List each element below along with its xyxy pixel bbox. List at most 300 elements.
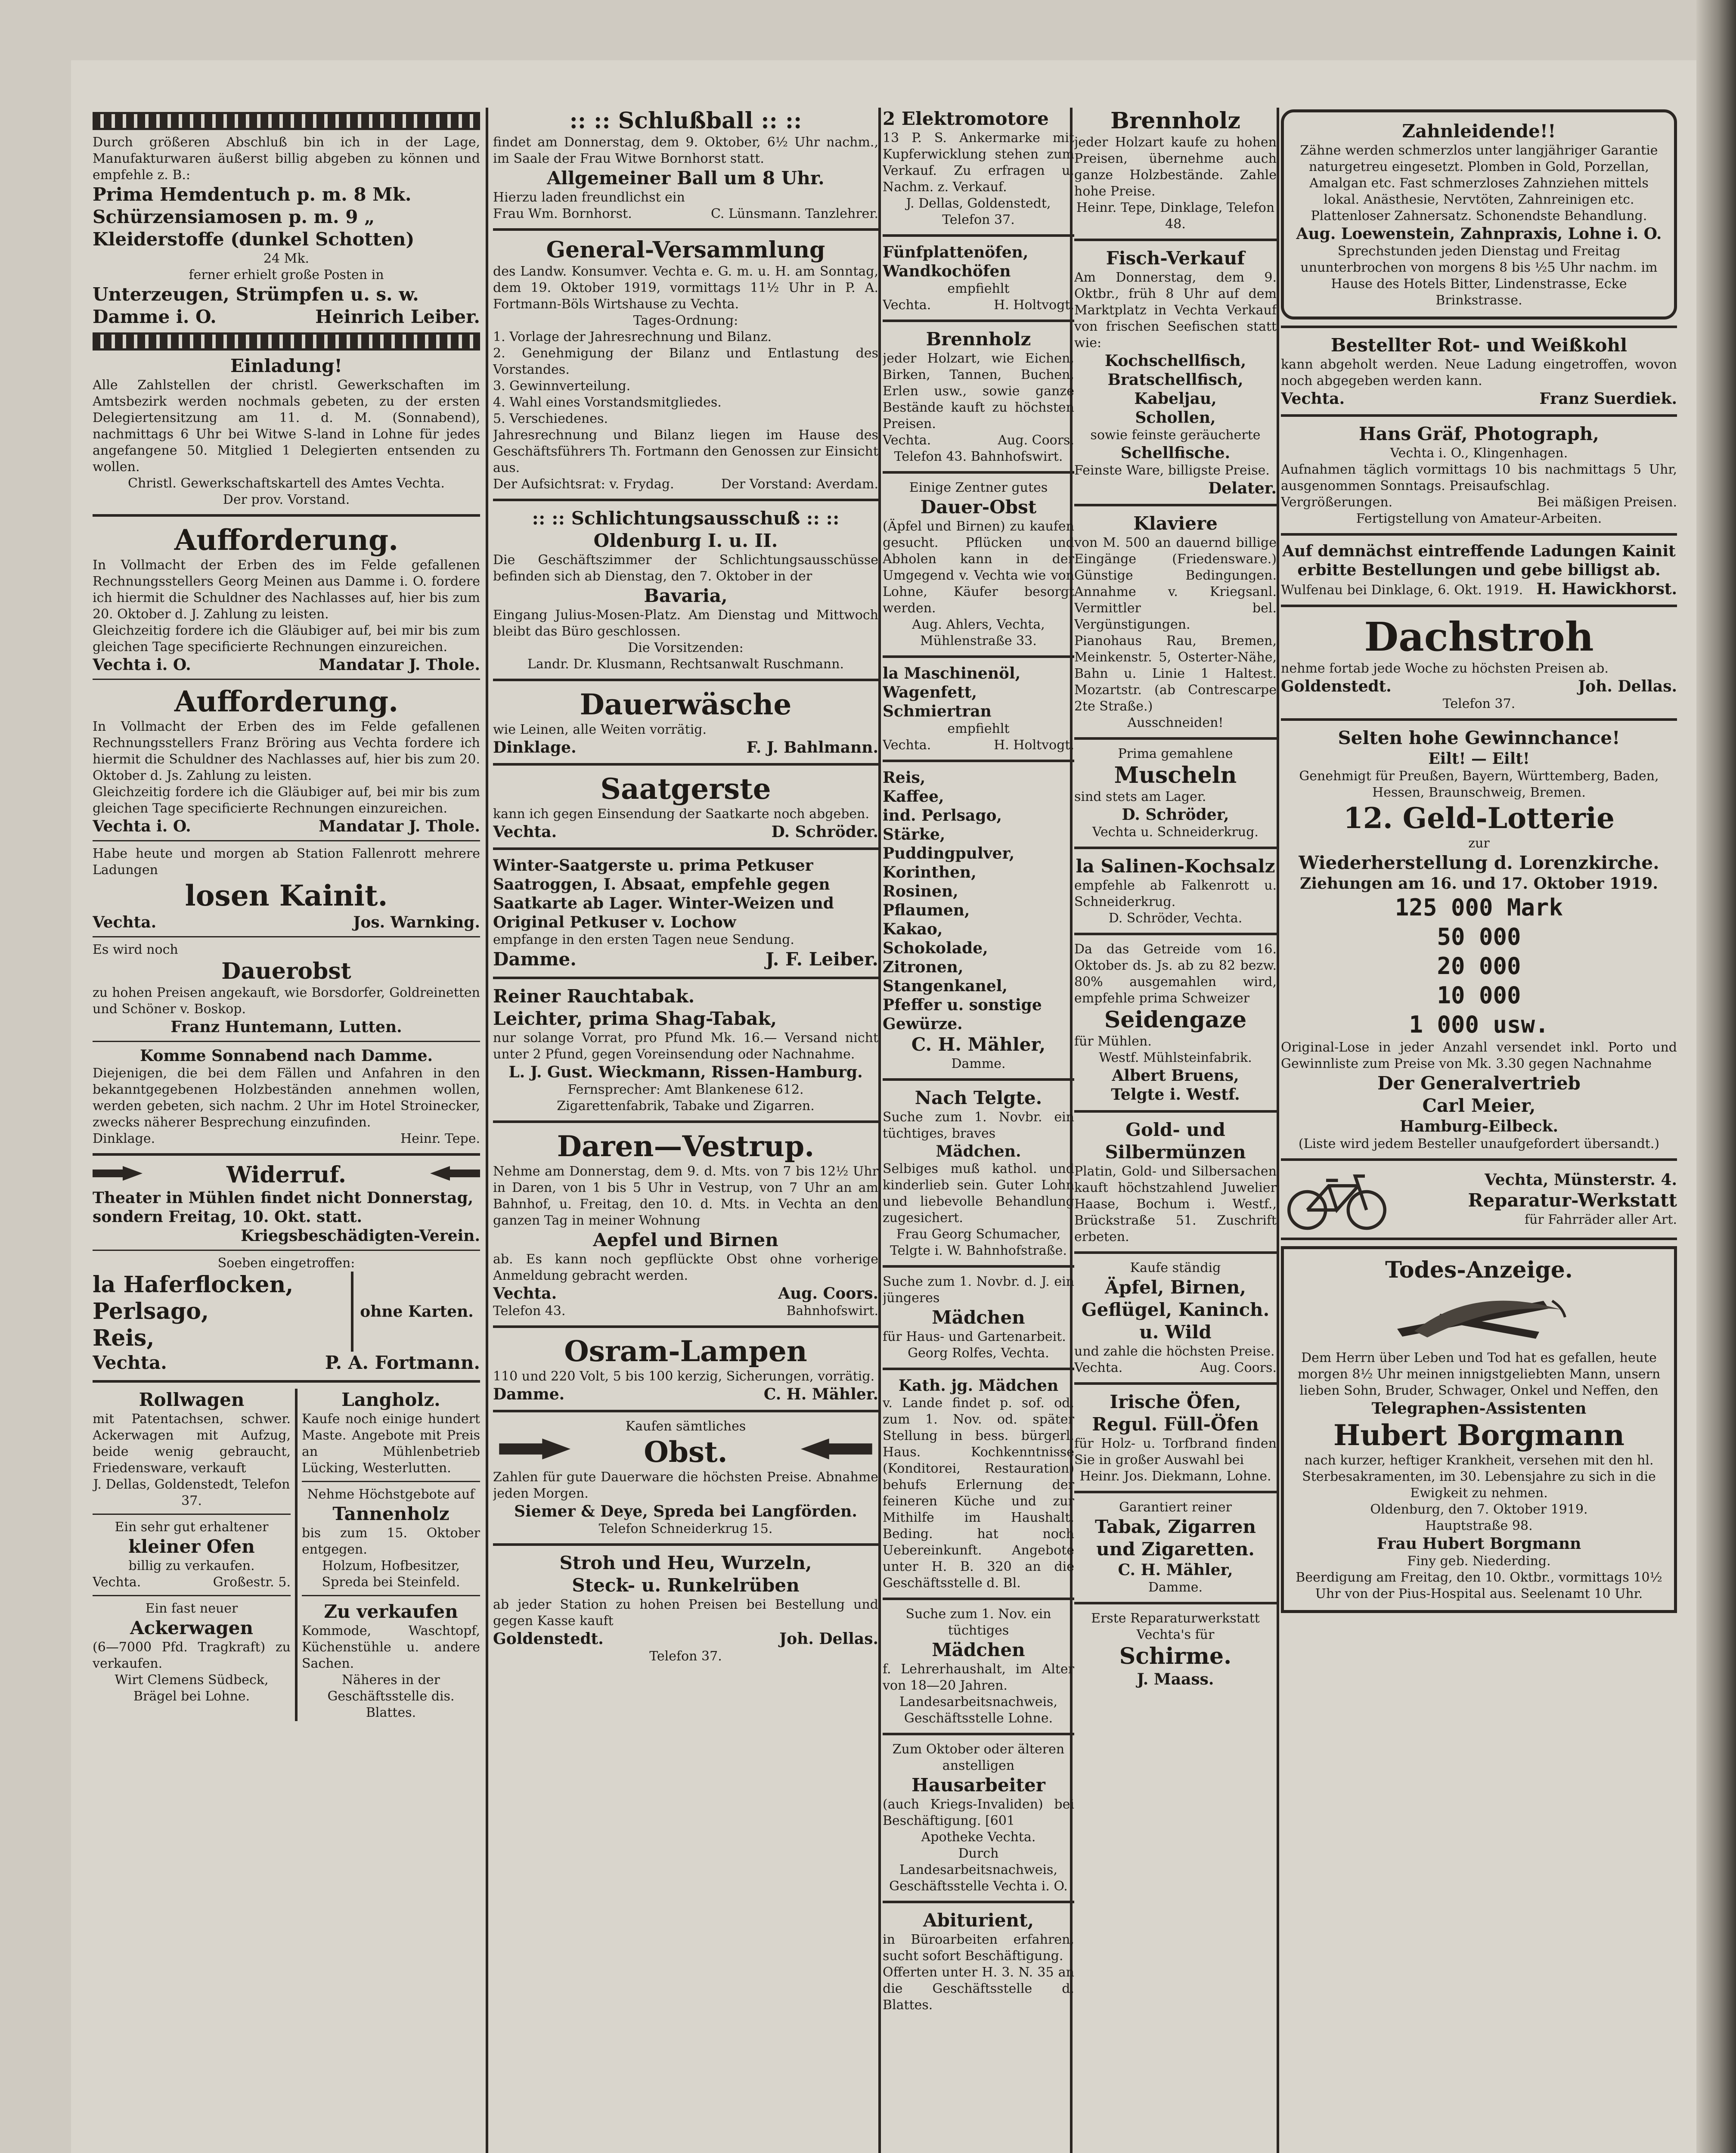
ad-separator	[93, 936, 480, 937]
ad-text: für Mühlen.	[1074, 1034, 1152, 1049]
product-item: Reis,	[883, 769, 926, 787]
ad-title: Widerruf.	[226, 1162, 346, 1188]
ad-headline: Wiederherstellung d. Lorenzkirche.	[1299, 852, 1659, 873]
ad-title: Dauer-Obst	[920, 496, 1037, 518]
ad-signature: J. Maass.	[1137, 1670, 1214, 1688]
ad-text: ab jeder Station zu hohen Preisen bei Bestellung und gegen Kasse kauft	[493, 1597, 878, 1629]
ad-text: (Äpfel und Birnen) zu kaufen gesucht. Pflücken und Abholen kann in der Umgegend v. Vechta wie von Lohne, Käufer besorgt werden.	[883, 519, 1074, 616]
ad-title: Steck- u. Runkelrüben	[572, 1575, 800, 1596]
ad-text: kann abgeholt werden. Neue Ladung eingetroffen, wovon noch abgegeben werden kann.	[1281, 357, 1677, 388]
ad-separator	[883, 1598, 1074, 1600]
ad-text: Zigarettenfabrik, Tabake und Zigarren.	[557, 1098, 815, 1114]
ad-elektromotore	[883, 108, 1074, 228]
ad-signature: Franz Huntemann, Lutten.	[170, 1018, 402, 1036]
ad-title: Hausarbeiter	[911, 1775, 1045, 1796]
ad-signature: Bahnhofswirt.	[786, 1303, 878, 1318]
ad-place: Goldenstedt.	[493, 1630, 604, 1648]
ad-abiturient	[883, 1909, 1074, 2013]
ad-saatgerste	[493, 772, 878, 841]
ad-text: sowie feinste geräucherte	[1090, 428, 1261, 443]
ad-separator	[883, 1078, 1074, 1081]
ad-signature: Großestr. 5.	[213, 1575, 291, 1590]
ad-signature: Joh. Dellas.	[779, 1630, 878, 1648]
ad-line: Perlsago,	[93, 1298, 209, 1325]
ad-place: Vechta i. O.	[93, 656, 191, 674]
ad-place: Vechta.	[1074, 1360, 1123, 1375]
ad-phone: Telefon Schneiderkrug 15.	[598, 1521, 773, 1536]
ad-headline: Eilt! — Eilt!	[1428, 750, 1530, 768]
ad-place: Vechta.	[493, 823, 557, 841]
ad-place: Vechta u. Schneiderkrug.	[1092, 825, 1259, 840]
ad-title: Aufforderung.	[174, 685, 399, 718]
ad-aepfel-gefluegel	[1074, 1260, 1277, 1376]
ad-place: Dinklage.	[93, 1131, 155, 1146]
ad-title: Rollwagen	[139, 1389, 245, 1410]
ad-ackerwagen	[93, 1601, 291, 1705]
agenda-item: 4. Wahl eines Vorstandsmitgliedes.	[493, 395, 722, 410]
product-item: Kaffee,	[883, 788, 944, 806]
ad-text: für Haus- und Gartenarbeit.	[883, 1329, 1066, 1344]
ad-text: Aufnahmen täglich vormittags 10 bis nachmittags 5 Uhr, ausgenommen Sonntags. Preisaufschlag.	[1281, 462, 1677, 493]
ad-title: Komme Sonnabend nach Damme.	[140, 1047, 433, 1065]
ad-text: wie Leinen, alle Weiten vorrätig.	[493, 722, 707, 737]
ad-text: Kommode, Waschtopf, Küchenstühle u. andere Sachen.	[302, 1623, 480, 1671]
ad-kolonialwaren-maehler	[883, 768, 1074, 1072]
ad-signature: Heinr. Jos. Diekmann, Lohne.	[1079, 1469, 1271, 1484]
ad-text: Habe heute und morgen ab Station Fallenrott mehrere Ladungen	[93, 846, 480, 878]
ad-title: Oldenburg I. u. II.	[593, 530, 778, 551]
ad-signature: Aug. Loewenstein, Zahnpraxis, Lohne i. O.	[1296, 225, 1662, 243]
ad-signature: Mandatar J. Thole.	[319, 817, 480, 835]
ad-separator	[883, 1733, 1074, 1735]
prize-amount: 20 000	[1437, 952, 1521, 980]
ad-signature: L. J. Gust. Wieckmann, Rissen-Hamburg.	[508, 1063, 863, 1081]
ad-title: Mädchen	[932, 1639, 1025, 1660]
ad-separator	[493, 499, 878, 501]
ad-signature: J. Dellas, Goldenstedt, Telefon 37.	[906, 196, 1051, 227]
ad-text: 110 und 220 Volt, 5 bis 100 kerzig, Sicherungen, vorrätig.	[493, 1369, 875, 1384]
ad-text: zur	[1468, 836, 1490, 851]
ad-salinen-kochsalz	[1074, 855, 1277, 927]
ad-separator	[493, 679, 878, 681]
ad-hausarbeiter	[883, 1741, 1074, 1895]
ad-separator	[1074, 933, 1277, 935]
ad-signature: Der Generalvertrieb	[1377, 1073, 1581, 1094]
ad-text: ab. Es kann noch gepflückte Obst ohne vorherige Anmeldung gebracht werden.	[493, 1252, 878, 1283]
ad-kainit-hawickhorst	[1281, 542, 1677, 599]
product-item: Korinthen,	[883, 863, 976, 881]
ad-text: Ein fast neuer	[145, 1601, 238, 1616]
ad-signature: J. F. Leiber.	[766, 949, 878, 970]
ad-separator	[93, 514, 480, 517]
ad-title: Seidengaze	[1104, 1007, 1247, 1033]
ad-title: Langholz.	[341, 1389, 440, 1410]
column-rule	[1277, 108, 1279, 2153]
ad-rot-weisskohl	[1281, 334, 1677, 408]
ad-leiber-manufaktur	[93, 108, 480, 355]
ad-place: Vechta.	[883, 298, 931, 313]
ad-title: Mädchen	[932, 1307, 1025, 1328]
ad-maschinenoel	[883, 664, 1074, 754]
ad-title: Nach Telgte.	[914, 1087, 1042, 1108]
ad-text: Ein sehr gut erhaltener	[115, 1520, 269, 1535]
ad-signature: C. Lünsmann. Tanzlehrer.	[710, 206, 878, 221]
ad-text: billig zu verkaufen.	[128, 1558, 255, 1573]
ad-text: f. Lehrerhaushalt, im Alter von 18—20 Jahren.	[883, 1662, 1074, 1693]
ad-signature: Der Aufsichtsrat: v. Frydag.	[493, 477, 674, 492]
pointing-hand-icon	[493, 1436, 579, 1462]
prize-amount: 10 000	[1437, 982, 1521, 1009]
ad-signature: Holzum, Hofbesitzer, Spreda bei Steinfeld.	[322, 1558, 460, 1590]
pointing-hand-icon	[93, 1164, 144, 1182]
ad-aufforderung-1	[93, 523, 480, 674]
ad-maedchen-lohne	[883, 1606, 1074, 1727]
ad-headline: Mädchen.	[936, 1142, 1021, 1160]
ad-text: v. Lande findet p. sof. od. zum 1. Nov. od. später Stellung in bess. bürgerl. Haus. Kochkenntnisse (Konditorei, Restauration) behufs Erlernung der feineren Küche und zur Mithilfe im Haushalt. Beding. hat noch Uebereinkunft. Angebote unter H. B. 320 an die Geschäftsstelle d. Bl.	[883, 1396, 1074, 1591]
ad-signature: Mandatar J. Thole.	[319, 656, 480, 674]
column-2	[493, 108, 878, 2153]
ad-signature: Landesarbeitsnachweis, Geschäftsstelle Lohne.	[899, 1694, 1057, 1726]
ad-title: Dauerwäsche	[580, 688, 792, 721]
ad-place: Damme.	[1148, 1580, 1203, 1595]
ad-klaviere	[1074, 512, 1277, 731]
ad-title: Daren—Vestrup.	[557, 1129, 815, 1163]
ad-line: Reis,	[93, 1325, 155, 1351]
ad-text: von M. 500 an dauernd billige Eingänge (Friedensware.) Günstige Bedingungen. Annahme v. Kriegsanl. Vermittler bel. Vergünstigungen.	[1074, 535, 1277, 632]
ad-signature: Wirt Clemens Südbeck, Brägel bei Lohne.	[115, 1672, 269, 1704]
ad-separator	[883, 1368, 1074, 1370]
ad-line: Prima Hemdentuch p. m. 8 Mk.	[93, 184, 412, 205]
ad-place: Hamburg-Eilbeck.	[1399, 1117, 1559, 1135]
ad-dauerwaesche	[493, 687, 878, 757]
ad-text: empfiehlt	[947, 721, 1010, 736]
ad-title: Obst.	[644, 1435, 728, 1469]
ad-text: sind stets am Lager.	[1074, 789, 1206, 804]
ad-text: Platin, Gold- und Silbersachen kauft höchstzahlend Juwelier Haase, Bochum i. Westf., Brückstraße 51. Zuschrift erbeten.	[1074, 1164, 1277, 1244]
ad-text: Feinste Ware, billigste Preise.	[1074, 463, 1270, 478]
ad-separator	[1074, 1382, 1277, 1385]
ad-separator	[883, 655, 1074, 658]
ad-signature: Carl Meier,	[1422, 1095, 1536, 1116]
ad-text: nur solange Vorrat, pro Pfund Mk. 16.— Versand nicht unter 2 Pfund, gegen Voreinsendung oder Nachnahme.	[493, 1030, 878, 1062]
ad-signature: Frau Georg Schumacher, Telgte i. W. Bahnhofstraße.	[890, 1227, 1067, 1258]
ad-text: jeder Holzart, wie Eichen, Birken, Tannen, Buchen, Erlen usw., sowie ganze Bestände kauft zu höchsten Preisen.	[883, 351, 1074, 431]
pointing-hand-icon	[428, 1164, 480, 1182]
column-rule	[878, 108, 881, 2153]
ad-separator	[1281, 326, 1677, 328]
ad-title: Dachstroh	[1364, 614, 1594, 660]
agenda-item: 5. Verschiedenes.	[493, 411, 608, 426]
ad-text: Original-Lose in jeder Anzahl versendet inkl. Porto und Gewinnliste zum Preise von Mk. 3.30 gegen Nachnahme	[1281, 1040, 1677, 1071]
ad-text: Nehme am Donnerstag, dem 9. d. Mts. von 7 bis 12½ Uhr in Daren, von 1 bis 5 Uhr in Vestrup, von 7 Uhr an am Bahnhof, u. Freitag, den 10. d. Mts. in Vechta an den ganzen Tag in meiner Wohnung	[493, 1164, 878, 1228]
ad-signature: Näheres in der Geschäftsstelle dis. Blattes.	[327, 1672, 455, 1720]
ad-separator	[493, 1325, 878, 1328]
ad-signature: Westf. Mühlsteinfabrik.	[1099, 1050, 1252, 1065]
ad-kath-maedchen	[883, 1376, 1074, 1591]
ad-separator	[93, 840, 480, 841]
ad-text: empfiehlt	[947, 281, 1010, 296]
ad-title: Einladung!	[230, 355, 342, 376]
ad-title: Muscheln	[1114, 762, 1237, 788]
ad-phone: Telefon 37.	[1442, 696, 1516, 711]
ad-separator	[93, 1250, 480, 1251]
ad-place: Wulfenau bei Dinklage, 6. Okt. 1919.	[1281, 583, 1523, 598]
ad-text: Fertigstellung von Amateur-Arbeiten.	[1356, 511, 1602, 526]
ad-title: Stroh und Heu, Wurzeln,	[559, 1552, 812, 1573]
ad-title: Selten hohe Gewinnchance!	[1338, 727, 1620, 748]
ad-place: Vechta.	[883, 738, 931, 753]
ad-phone: Telefon 43.	[493, 1303, 566, 1318]
ad-separator	[493, 763, 878, 766]
ad-separator	[1074, 1491, 1277, 1493]
ad-signature: Heinr. Tepe.	[400, 1131, 480, 1146]
ad-signature: C. H. Mähler,	[911, 1034, 1046, 1055]
product-item: Kakao,	[883, 920, 943, 938]
agenda-item: 3. Gewinnverteilung.	[493, 378, 631, 394]
ad-separator	[93, 679, 480, 680]
column-5	[1281, 108, 1677, 2153]
ad-place: Damme i. O.	[93, 306, 217, 327]
ad-text: Vechta i. O., Klingenhagen.	[1390, 446, 1568, 461]
ad-separator	[883, 471, 1074, 474]
ad-place: Hauptstraße 98.	[1425, 1518, 1533, 1533]
ad-text: (6—7000 Pfd. Tragkraft) zu verkaufen.	[93, 1640, 291, 1671]
ad-signature: Aug. Coors.	[998, 433, 1074, 448]
ad-dauer-obst	[883, 480, 1074, 649]
ad-signature: H. Holtvogt.	[994, 298, 1074, 313]
ad-text: Alle Zahlstellen der christl. Gewerkschaften im Amtsbezirk werden nochmals gebeten, zu der ersten Delegiertensitzung am 11. d. M. (Sonnabend), nachmittags 6 Uhr bei Witwe S-land in Lohne für jedes angefangene 50. Mitglied 1 Delegierten entsenden zu wollen.	[93, 378, 480, 475]
ad-text: mit Patentachsen, schwer. Ackerwagen mit Aufzug, beide wenig gebraucht, Friedensware, verkauft	[93, 1412, 291, 1476]
ad-gold-silbermuenzen	[1074, 1119, 1277, 1245]
product-item: Puddingpulver,	[883, 844, 1015, 862]
ad-text: Gleichzeitig fordere ich die Gläubiger auf, bei mir bis zum gleichen Tage specificierte Rechnungen einzureichen.	[93, 623, 480, 655]
ad-signature: Frau Wm. Bornhorst.	[493, 206, 632, 221]
product-item: Stangenkanel,	[883, 977, 1008, 995]
column-rule	[486, 108, 488, 2153]
ad-text: In Vollmacht der Erben des im Felde gefallenen Rechnungsstellers Georg Meinen aus Damme i. O. fordere ich hiermit die Schuldner des Nachlasses auf, hier bis zum 20. Oktober d. J. Zahlung zu leisten.	[93, 558, 480, 622]
product-item: Schokolade,	[883, 939, 988, 957]
ad-kainit	[93, 846, 480, 932]
ad-schlussball	[493, 108, 878, 222]
product-item: Rosinen,	[883, 882, 958, 900]
ad-title: Bestellter Rot- und Weißkohl	[1330, 335, 1628, 356]
ad-tannenholz	[302, 1486, 480, 1591]
ad-signature: Joh. Dellas.	[1578, 677, 1677, 695]
ad-fisch-verkauf	[1074, 247, 1277, 498]
ad-signature: Aug. Coors.	[1200, 1360, 1277, 1375]
ad-text: Da das Getreide vom 16. Oktober ds. Js. ab zu 82 bezw. 80% ausgemahlen wird, empfehle prima Schweizer	[1074, 942, 1277, 1006]
ad-separator	[1074, 1110, 1277, 1113]
agenda-item: 2. Genehmigung der Bilanz und Entlastung des Vorstandes.	[493, 346, 878, 377]
ad-langholz	[302, 1389, 480, 1477]
ad-subtitle: Tages-Ordnung:	[633, 313, 738, 328]
deceased-name: Hubert Borgmann	[1333, 1418, 1625, 1452]
ad-signature: Heinrich Leiber.	[315, 306, 480, 327]
ad-text: Am Donnerstag, dem 9. Oktbr., früh 8 Uhr auf dem Marktplatz in Vechta Verkauf von frischen Seefischen statt wie:	[1074, 270, 1277, 351]
ad-rauchtabak	[493, 985, 878, 1114]
ad-signature: Christl. Gewerkschaftskartell des Amtes Vechta.	[128, 476, 445, 491]
ad-separator	[883, 760, 1074, 762]
product-item: Schollen,	[1135, 409, 1216, 427]
ad-text: Kaufen sämtliches	[625, 1419, 746, 1434]
ad-text: Zahlen für gute Dauerware die höchsten Preise. Abnahme jeden Morgen.	[493, 1470, 878, 1501]
prize-amount: 125 000 Mark	[1395, 894, 1563, 921]
ad-separator	[1281, 1158, 1677, 1161]
ad-brennholz-coors	[883, 328, 1074, 465]
ad-title: Saatgerste	[600, 772, 771, 806]
ad-place: Telgte i. Westf.	[1111, 1086, 1240, 1104]
product-item: Pflaumen,	[883, 901, 970, 919]
ad-text: In Vollmacht der Erben des im Felde gefallenen Rechnungsstellers Franz Bröring aus Vechta fordere ich hiermit die Schuldner des Nachlasses auf, hier bis zum 20. Oktober d. Js. Zahlung zu leisten.	[93, 719, 480, 783]
ad-zu-verkaufen	[302, 1601, 480, 1721]
ad-title: kleiner Ofen	[128, 1536, 255, 1557]
ad-separator	[1074, 1251, 1277, 1254]
ad-separator	[493, 1543, 878, 1546]
bicycle-icon	[1281, 1167, 1393, 1232]
ad-signature: Durch Landesarbeitsnachweis, Geschäftsstelle Vechta i. O.	[889, 1846, 1068, 1894]
ad-fuenfplattenoefen	[883, 243, 1074, 313]
ad-phone: Telefon 43. Bahnhofswirt.	[894, 449, 1063, 464]
ad-signature: Georg Rolfes, Vechta.	[908, 1346, 1049, 1361]
agenda-item: 1. Vorlage der Jahresrechnung und Bilanz.	[493, 329, 772, 344]
ad-title: :: :: Schlichtungsausschuß :: ::	[532, 508, 840, 529]
ad-separator	[93, 1514, 291, 1515]
ad-title: General-Versammlung	[546, 237, 825, 263]
ad-schirme	[1074, 1610, 1277, 1689]
ad-osram-lampen	[493, 1334, 878, 1404]
ad-signature: Albert Bruens,	[1112, 1067, 1239, 1085]
ad-text: Garantiert reiner	[1119, 1500, 1232, 1515]
ad-title: Zahnleidende!!	[1402, 121, 1556, 142]
ad-title: Leichter, prima Shag-Tabak,	[493, 1008, 777, 1029]
ad-title: Tabak, Zigarren und Zigaretten.	[1094, 1516, 1256, 1560]
ad-text: Diejenigen, die bei dem Fällen und Anfahren in den bekanntgegebenen Holzbeständen annehmen wollen, werden gebeten, sich nachm. 2 Uhr im Hotel Stroinecker, zwecks näherer Besprechung einzufinden.	[93, 1066, 480, 1130]
ad-text: jeder Holzart kaufe zu hohen Preisen, übernehme auch ganze Holzbestände. Zahle hohe Preise.	[1074, 135, 1277, 199]
ad-einladung	[93, 355, 480, 508]
ornament-rule	[93, 332, 480, 351]
ad-text: Ausschneiden!	[1127, 715, 1224, 730]
ad-place: Vechta, Münsterstr. 4.	[1485, 1171, 1677, 1189]
ad-seidengaze	[1074, 941, 1277, 1104]
ad-separator	[1074, 1602, 1277, 1604]
ad-text: des Landw. Konsumver. Vechta e. G. m. u. H. am Sonntag, dem 19. Oktober 1919, vormittags 11½ Uhr in P. A. Fortmann-Böls Wirtshause zu Vechta.	[493, 264, 878, 312]
ad-signature: Pianohaus Rau, Bremen, Meinkenstr. 5, Osterter-Nähe, Bahn u. Linie 1 Haltest. Mozartstr. (ab Contrescarpe 2te Straße.)	[1074, 633, 1277, 714]
ad-separator	[1281, 1238, 1677, 1240]
ad-separator	[1074, 847, 1277, 849]
ad-place: Vechta.	[93, 913, 157, 931]
ad-signature: Frau Hubert Borgmann	[1376, 1535, 1581, 1553]
ad-signature: Finy geb. Niederding.	[1407, 1554, 1551, 1569]
book-spine	[1696, 0, 1736, 2153]
ad-text: Es wird noch	[93, 942, 178, 957]
ad-title: Winter-Saatgerste u. prima Petkuser Saatroggen, I. Absaat, empfehle gegen Saatkarte ab Lager. Winter-Weizen und Original Petkuser v. Lochow	[493, 856, 834, 931]
ad-title: la Maschinenöl, Wagenfett, Schmiertran	[883, 664, 1021, 720]
ad-text: Zähne werden schmerzlos unter langjähriger Garantie naturgetreu eingesetzt. Plomben in Gold, Porzellan, Amalgan etc. Fast schmerzloses Zahnziehen mittels lokal. Anästhesie, Nervtöten, Zahnreinigen etc. Plattenloser Zahnersatz. Schonendste Behandlung.	[1300, 143, 1658, 223]
ad-title: 12. Geld-Lotterie	[1343, 801, 1615, 835]
ad-text: Kaufe ständig	[1130, 1260, 1221, 1275]
ad-stroh-heu	[493, 1552, 878, 1665]
ad-place: Vechta.	[93, 1352, 167, 1373]
ad-text: Ziehungen am 16. und 17. Oktober 1919.	[1300, 875, 1658, 893]
ad-text: Zum Oktober oder älteren anstelligen	[892, 1742, 1065, 1773]
ad-text: empfehle ab Falkenrott u. Schneiderkrug.	[1074, 878, 1277, 909]
ad-text: (auch Kriegs-Invaliden) bei Beschäftigung. [601	[883, 1797, 1074, 1828]
ad-signature: Der prov. Vorstand.	[223, 492, 350, 507]
ad-text: Sprechstunden jeden Dienstag und Freitag ununterbrochen von morgens 8 bis ½5 Uhr nachm. im Hause des Hotels Bitter, Lindenstrasse, Ecke Brinkstrasse.	[1300, 244, 1658, 308]
ad-text: Theater in Mühlen findet nicht Donnerstag, sondern Freitag, 10. Okt. statt.	[93, 1189, 474, 1226]
ad-title: Fünfplattenöfen, Wandkochöfen	[883, 243, 1029, 280]
ad-signature: Kriegsbeschädigten-Verein.	[241, 1227, 480, 1245]
product-item: Pfeffer u. sonstige Gewürze.	[883, 996, 1042, 1033]
product-item: Zitronen,	[883, 958, 964, 976]
ad-text: Suche zum 1. Novbr. d. J. ein jüngeres	[883, 1274, 1074, 1306]
ad-text: Nehme Höchstgebote auf	[307, 1487, 475, 1502]
ad-text: zu hohen Preisen angekauft, wie Borsdorfer, Goldreinetten und Schöner v. Boskop.	[93, 985, 480, 1017]
ad-title: Zu verkaufen	[324, 1601, 458, 1622]
ad-title: Brennholz	[1110, 108, 1240, 134]
pointing-hand-icon	[792, 1436, 878, 1462]
ad-tabak-zigarren	[1074, 1499, 1277, 1596]
ad-place: Goldenstedt.	[1281, 677, 1392, 695]
ad-text: Hierzu laden freundlichst ein	[493, 190, 685, 205]
ad-text: Die Geschäftszimmer der Schlichtungsausschüsse befinden sich ab Dienstag, den 7. Oktober in der	[493, 552, 878, 584]
ad-text: Dem Herrn über Leben und Tod hat es gefallen, heute morgen 8½ Uhr meinen innigstgeliebten Mann, unsern lieben Sohn, Bruder, Schwager, Onkel und Neffen, den	[1297, 1350, 1661, 1398]
ad-text: Suche zum 1. Nov. ein tüchtiges	[905, 1607, 1051, 1638]
ad-title: la Salinen-Kochsalz	[1076, 856, 1275, 877]
ad-text: Prima gemahlene	[1118, 746, 1233, 761]
ad-signature: Siemer & Deye, Spreda bei Langförden.	[514, 1502, 857, 1520]
ad-separator	[883, 1901, 1074, 1903]
ad-place: Damme.	[951, 1056, 1006, 1071]
ad-line: la Haferflocken,	[93, 1272, 294, 1298]
ad-text: Selbiges muß kathol. und kinderlieb sein. Guter Lohn und liebevolle Behandlung zugesichert.	[883, 1161, 1074, 1225]
ad-text: in Büroarbeiten erfahren, sucht sofort Beschäftigung.	[883, 1932, 1074, 1964]
ad-signature: Die Vorsitzenden:	[628, 640, 744, 655]
ad-line: Kleiderstoffe (dunkel Schotten)	[93, 229, 415, 250]
ad-signature: Landr. Dr. Klusmann, Rechtsanwalt Ruschmann.	[527, 657, 844, 672]
ad-text: Gleichzeitig fordere ich die Gläubiger auf, bei mir bis zum gleichen Tage specificierte Rechnungen einzureichen.	[93, 785, 480, 816]
ad-headline: Schellfische.	[1120, 444, 1231, 462]
ad-place: Vechta.	[1281, 390, 1345, 408]
ad-title: Irische Öfen, Regul. Füll-Öfen	[1092, 1391, 1259, 1435]
ad-title: 2 Elektromotore	[883, 108, 1049, 129]
ad-separator	[493, 1410, 878, 1412]
ad-obst	[493, 1418, 878, 1537]
ad-signature: C. H. Mähler,	[1118, 1561, 1233, 1579]
ad-title: Reparatur-Werkstatt	[1468, 1190, 1677, 1211]
ad-separator	[1281, 533, 1677, 536]
ad-signature: Apotheke Vechta.	[921, 1830, 1036, 1845]
ad-text: Eingang Julius-Mosen-Platz. Am Dienstag und Mittwoch bleibt das Büro geschlossen.	[493, 608, 878, 639]
column-1	[93, 108, 480, 2153]
ad-komme-sonnabend	[93, 1046, 480, 1147]
ad-separator	[302, 1481, 480, 1482]
ad-signature: H. Hawickhorst.	[1536, 580, 1677, 598]
ad-place: Vechta.	[493, 1284, 557, 1303]
ad-nach-telgte	[883, 1087, 1074, 1259]
ad-title: Klaviere	[1133, 513, 1218, 534]
ad-aufforderung-2	[93, 684, 480, 836]
ad-line: ferner erhielt große Posten in	[189, 267, 384, 282]
ad-signature: Franz Suerdiek.	[1539, 390, 1677, 408]
ad-text: empfange in den ersten Tagen neue Sendung.	[493, 932, 794, 947]
ad-signature: Aug. Ahlers, Vechta, Mühlenstraße 33.	[912, 617, 1045, 648]
ad-signature: D. Schröder, Vechta.	[1108, 911, 1243, 926]
ad-winter-saatgerste	[493, 856, 878, 971]
ad-separator	[1074, 737, 1277, 740]
column-4	[1074, 108, 1277, 2153]
ad-signature: Der Vorstand: Averdam.	[721, 477, 878, 492]
